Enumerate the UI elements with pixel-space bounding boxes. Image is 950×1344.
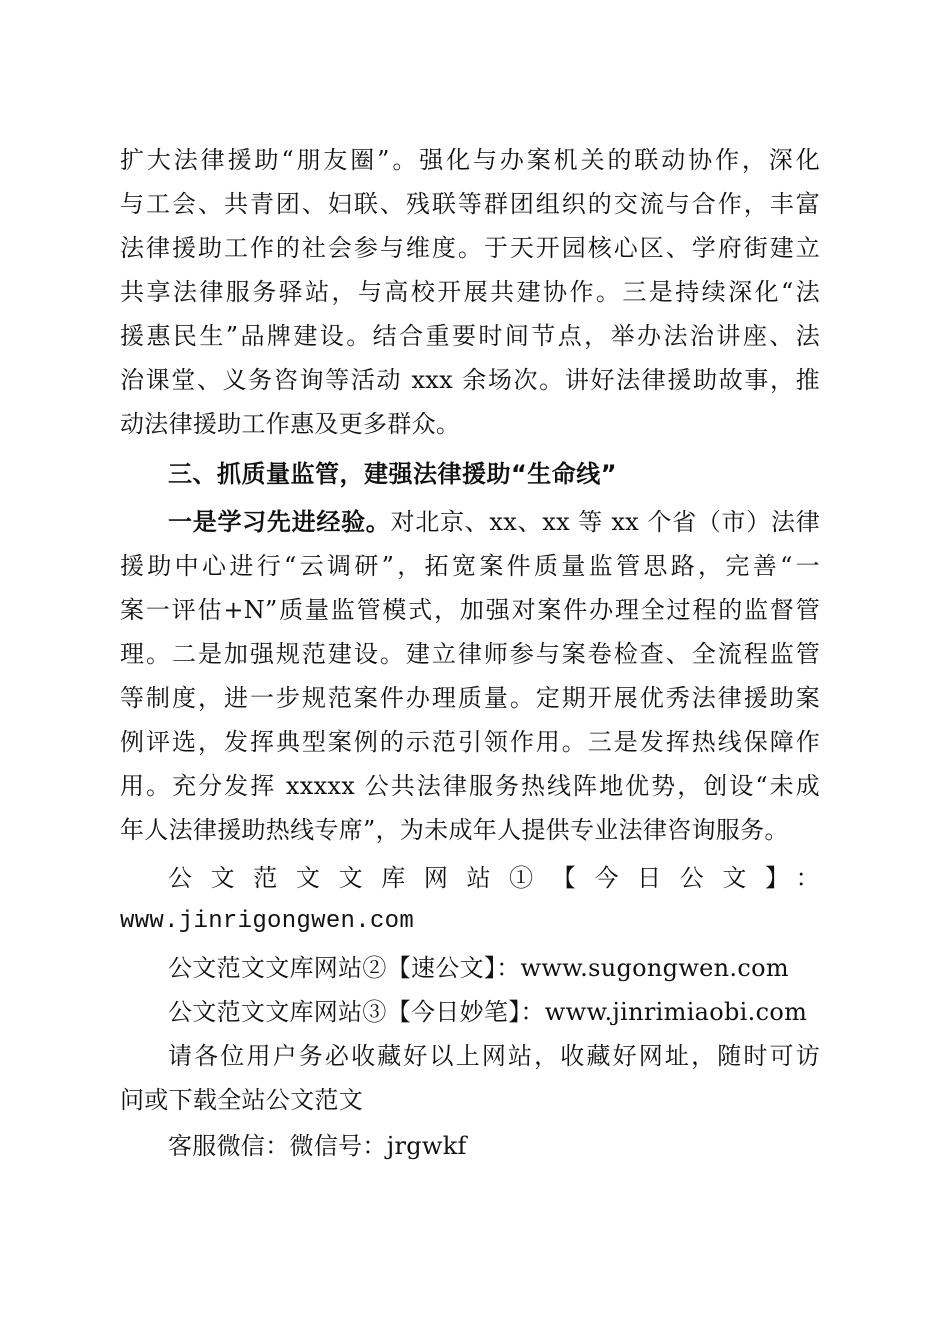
site2-info[interactable]: 公文范文文库网站②【速公文】：www.sugongwen.com xyxy=(168,954,789,982)
paragraph-line: 援惠民生”品牌建设。结合重要时间节点，举办法治讲座、法 xyxy=(120,322,820,350)
wechat-contact: 客服微信：微信号：jrgwkf xyxy=(168,1132,467,1160)
paragraph-line: 等制度，进一步规范案件办理质量。定期开展优秀法律援助案 xyxy=(120,684,820,712)
paragraph-line: 用。充分发挥 xxxxx 公共法律服务热线阵地优势，创设“未成 xyxy=(120,772,820,800)
paragraph-line: 案一评估+N”质量监管模式，加强对案件办理全过程的监督管 xyxy=(120,596,820,624)
lead-rest: 对北京、xx、xx 等 xx 个省（市）法律 xyxy=(390,508,820,536)
paragraph-line: 法律援助工作的社会参与维度。于天开园核心区、学府街建立 xyxy=(120,234,820,262)
paragraph-line: 例评选，发挥典型案例的示范引领作用。三是发挥热线保障作 xyxy=(120,728,820,756)
paragraph-line: 与工会、共青团、妇联、残联等群团组织的交流与合作，丰富 xyxy=(120,190,820,218)
paragraph-line: 扩大法律援助“朋友圈”。强化与办案机关的联动协作，深化 xyxy=(120,146,820,174)
notice-line: 请各位用户务必收藏好以上网站，收藏好网址，随时可访 xyxy=(168,1042,820,1070)
paragraph-line: 动法律援助工作惠及更多群众。 xyxy=(120,410,461,438)
paragraph-line-first xyxy=(168,500,820,544)
site1-label: 公文范文文库网站①【今日公文】： xyxy=(168,864,820,892)
paragraph-line: 援助中心进行“云调研”，拓宽案件质量监管思路，完善“一 xyxy=(120,552,820,580)
paragraph-line: 治课堂、义务咨询等活动 xxx 余场次。讲好法律援助故事，推 xyxy=(120,366,820,394)
paragraph-line: 理。二是加强规范建设。建立律师参与案卷检查、全流程监管 xyxy=(120,640,820,668)
lead-phrase: 一是学习先进经验。 xyxy=(168,508,391,536)
site3-info[interactable]: 公文范文文库网站③【今日妙笔】：www.jinrimiaobi.com xyxy=(168,998,808,1026)
section-heading: 三、抓质量监管，建强法律援助“生命线” xyxy=(168,460,618,488)
notice-line: 问或下载全站公文范文 xyxy=(120,1086,363,1114)
paragraph-line: 共享法律服务驿站，与高校开展共建协作。三是持续深化“法 xyxy=(120,278,820,306)
paragraph-line: 年人法律援助热线专席”，为未成年人提供专业法律咨询服务。 xyxy=(120,816,789,844)
site1-url[interactable]: www.jinrigongwen.com xyxy=(120,908,415,935)
